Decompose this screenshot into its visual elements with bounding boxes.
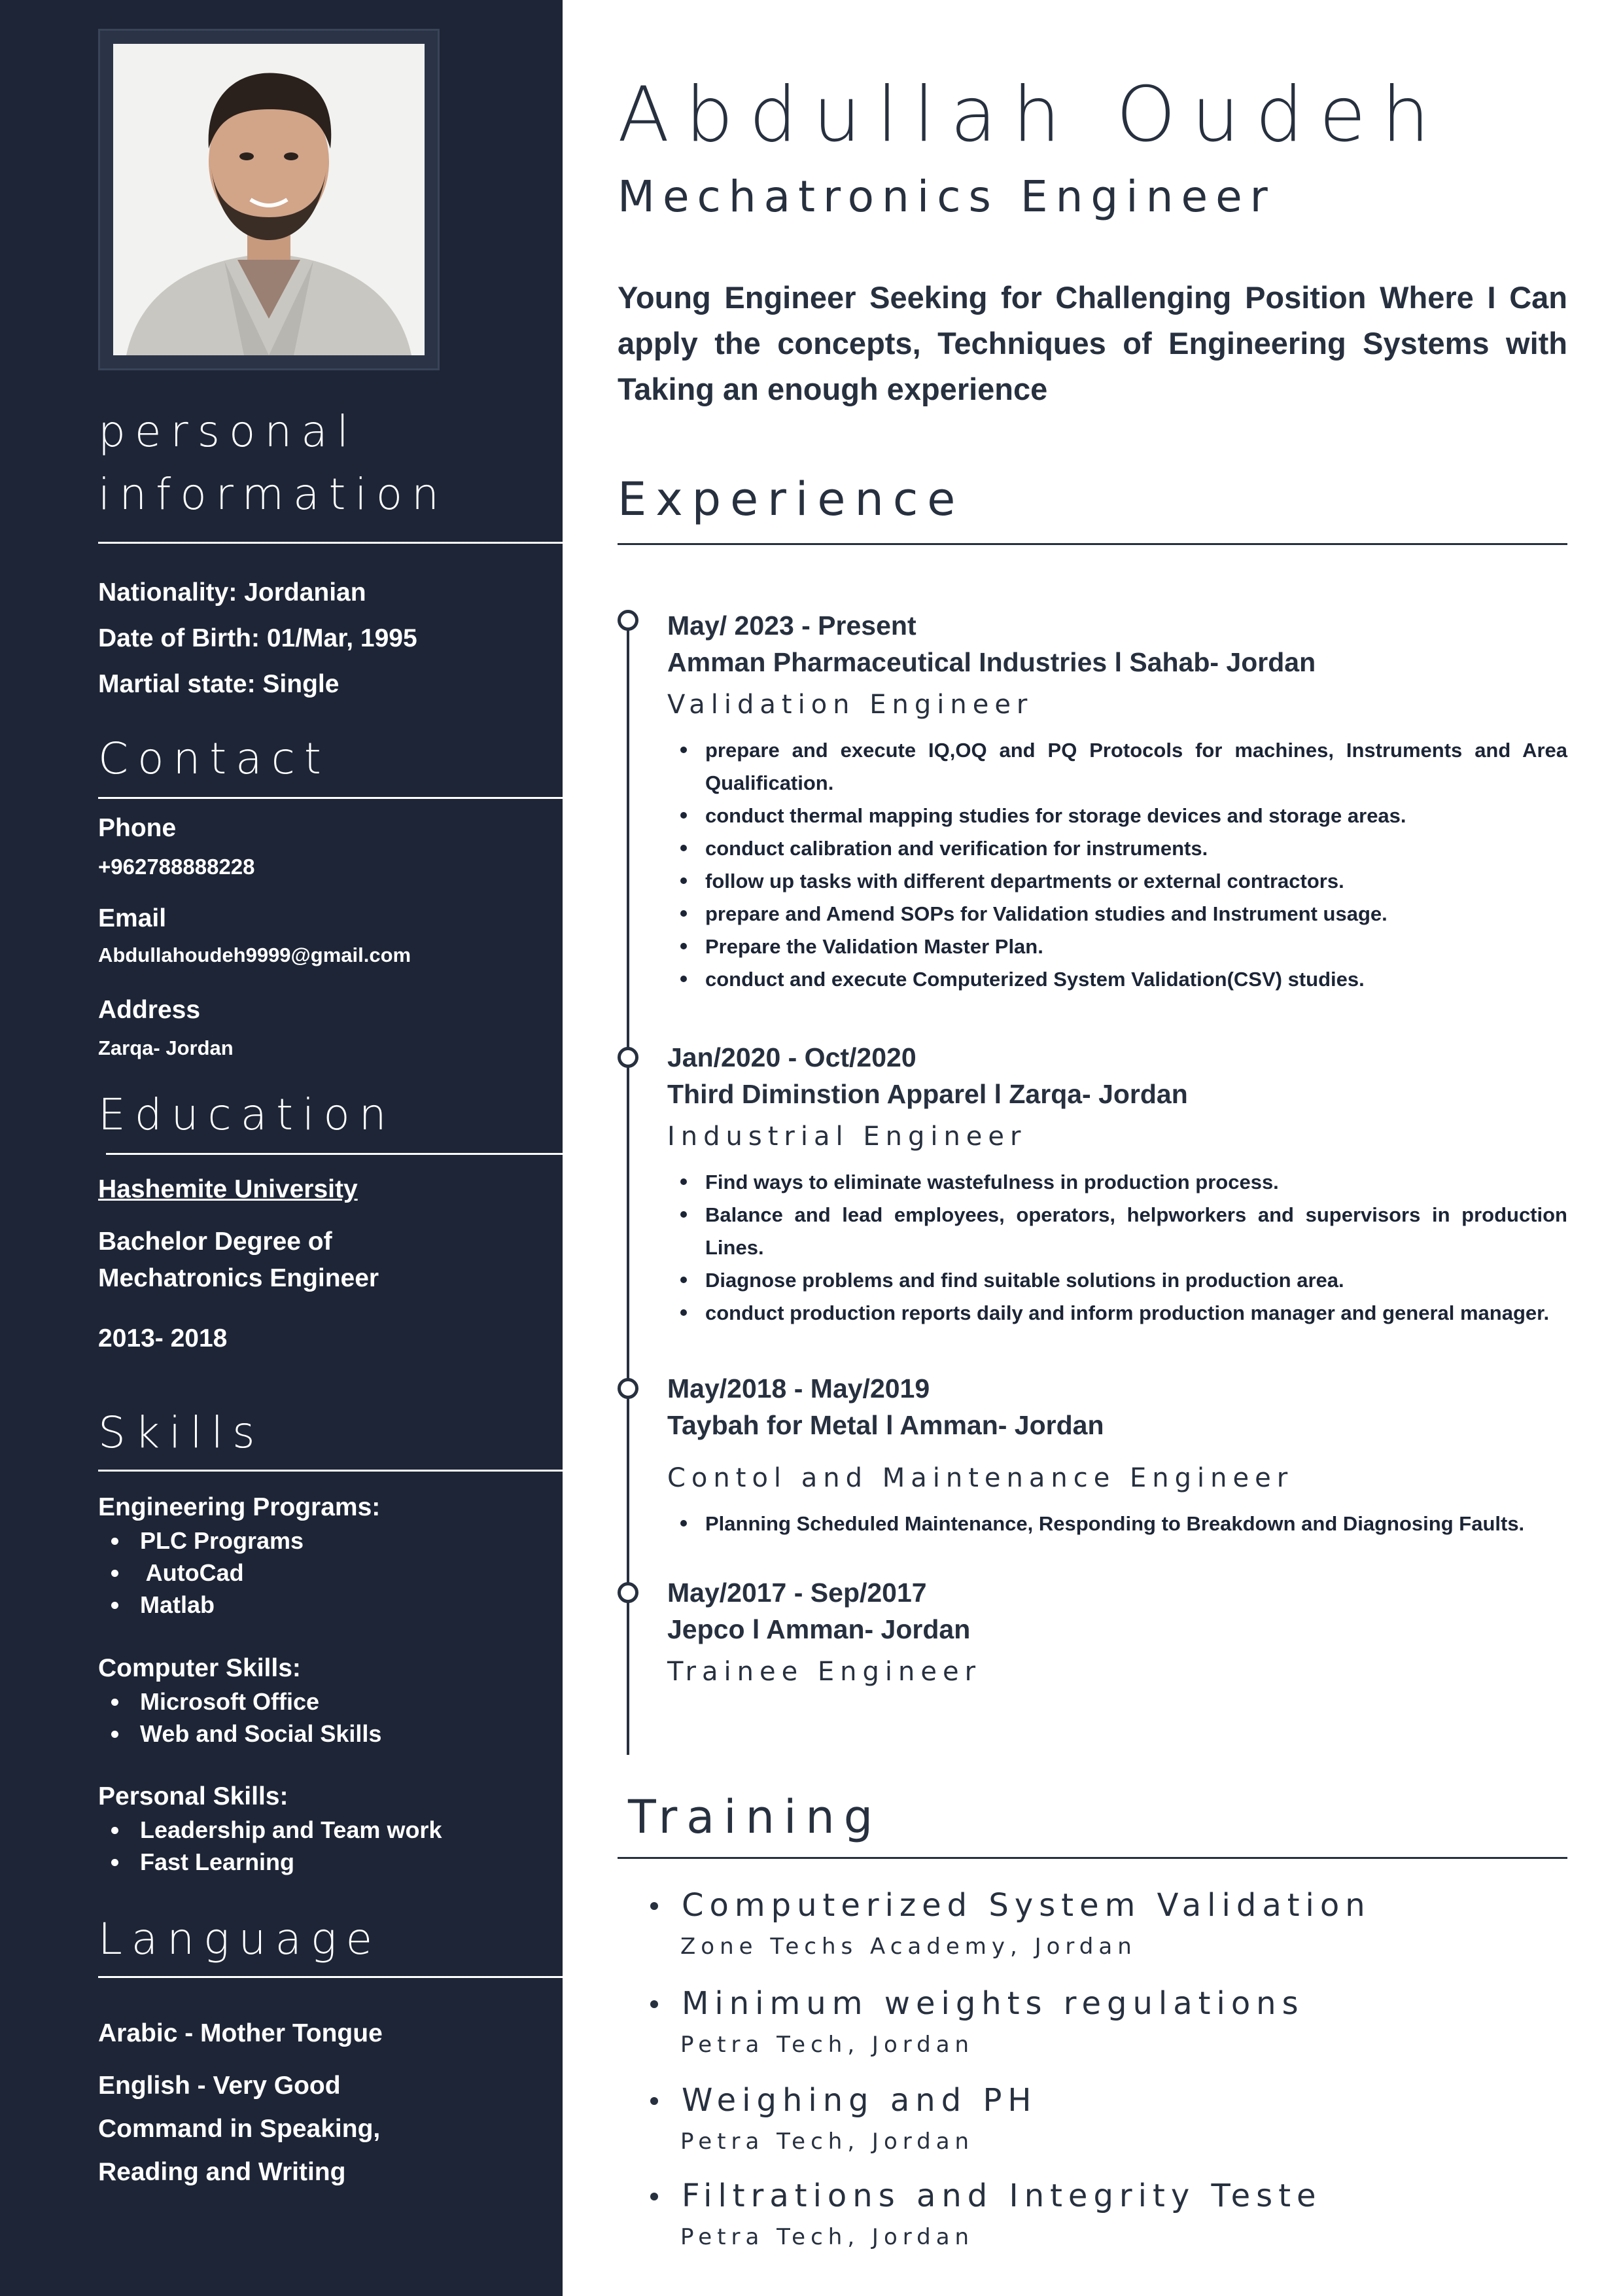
skills-heading: Skills [98,1407,264,1458]
language-english-line1: English - Very Good [98,2072,341,2100]
language-heading: Language [98,1914,382,1964]
training-heading: Training [628,1790,882,1844]
job-bullet: conduct and execute Computerized System Validation(CSV) studies. [667,963,1567,996]
timeline-dot [618,610,638,631]
skills-list [98,1525,304,1621]
profile-photo-frame [98,29,440,370]
job-role: Industrial Engineer [667,1122,1027,1152]
email-value: Abdullahoudeh9999@gmail.com [98,944,411,966]
job-bullet: Find ways to eliminate wastefulness in production process. [667,1166,1567,1199]
candidate-name: Abdullah Oudeh [618,71,1446,159]
personal-info-divider [98,542,563,544]
language-english-line3: Reading and Writing [98,2158,346,2186]
skills-group-label: Computer Skills: [98,1654,301,1682]
phone-label: Phone [98,814,177,842]
skill-item: Matlab [98,1589,304,1621]
training-place: Petra Tech, Jordan [680,2032,975,2058]
job-bullet: conduct calibration and verification for instruments. [667,832,1567,865]
experience-heading: Experience [618,472,965,526]
language-divider [98,1976,563,1978]
email-label: Email [98,904,167,932]
skill-item: Web and Social Skills [98,1718,381,1750]
experience-entry [667,1574,1567,1687]
skills-list [98,1814,442,1878]
experience-entry [667,1039,1567,1330]
job-bullet: Planning Scheduled Maintenance, Responding to Breakdown and Diagnosing Faults. [667,1508,1567,1540]
job-bullet: Diagnose problems and find suitable solutions in production area. [667,1264,1567,1297]
skills-group-label: Personal Skills: [98,1782,288,1810]
training-entry [644,1983,1566,2061]
job-company: Amman Pharmaceutical Industries l Sahab- Jordan [667,647,1316,677]
training-place: Petra Tech, Jordan [680,2224,975,2250]
phone-value: +962788888228 [98,855,255,879]
job-company: Jepco l Amman- Jordan [667,1614,971,1644]
nationality: Nationality: Jordanian [98,578,366,607]
training-title: Computerized System Validation [644,1884,1566,1926]
job-title: Mechatronics Engineer [618,171,1276,222]
training-title: Minimum weights regulations [644,1983,1566,2024]
job-role: Contol and Maintenance Engineer [667,1463,1294,1493]
language-english-line2: Command in Speaking, [98,2115,381,2143]
training-entry [644,2175,1566,2253]
university-name: Hashemite University [98,1175,358,1203]
training-entry [644,2079,1566,2158]
person-portrait-icon [113,44,425,355]
training-title: Filtrations and Integrity Teste [644,2175,1566,2217]
job-responsibilities [667,734,1567,996]
training-title: Weighing and PH [644,2079,1566,2121]
sidebar [0,0,563,2296]
job-responsibilities [667,1166,1567,1330]
job-bullet: prepare and Amend SOPs for Validation studies and Instrument usage. [667,898,1567,930]
job-bullet: prepare and execute IQ,OQ and PQ Protocols for machines, Instruments and Area Qualification. [667,734,1567,800]
contact-divider [98,797,563,799]
job-date: May/ 2023 - Present [667,610,916,641]
job-company: Third Diminstion Apparel l Zarqa- Jordan [667,1079,1188,1109]
marital-status: Martial state: Single [98,670,340,698]
training-place: Petra Tech, Jordan [680,2128,975,2155]
timeline-dot [618,1582,638,1603]
job-date: Jan/2020 - Oct/2020 [667,1042,916,1072]
education-divider [106,1153,563,1155]
timeline-dot [618,1378,638,1399]
skills-list [98,1686,381,1750]
personal-info-heading-line1: personal [98,406,358,457]
timeline-dot [618,1047,638,1068]
experience-entry [667,607,1567,996]
job-date: May/2018 - May/2019 [667,1373,930,1404]
training-place: Zone Techs Academy, Jordan [680,1934,1137,1960]
skill-item: Leadership and Team work [98,1814,442,1846]
contact-heading: Contact [98,733,330,784]
skill-item: PLC Programs [98,1525,304,1557]
language-arabic: Arabic - Mother Tongue [98,2019,383,2047]
job-bullet: Balance and lead employees, operators, helpworkers and supervisors in production Lines. [667,1199,1567,1264]
job-bullet: conduct thermal mapping studies for storage devices and storage areas. [667,800,1567,832]
job-bullet: conduct production reports daily and inform production manager and general manager. [667,1297,1567,1330]
degree-line1: Bachelor Degree of [98,1227,332,1256]
skills-divider [98,1470,563,1472]
skills-group-label: Engineering Programs: [98,1493,381,1521]
date-of-birth: Date of Birth: 01/Mar, 1995 [98,624,417,652]
job-company: Taybah for Metal l Amman- Jordan [667,1410,1104,1440]
skill-item: Microsoft Office [98,1686,381,1718]
job-responsibilities [667,1508,1567,1540]
degree-line2: Mechatronics Engineer [98,1264,379,1292]
training-entry [644,1884,1566,1963]
training-divider [618,1857,1567,1859]
job-bullet: Prepare the Validation Master Plan. [667,930,1567,963]
job-bullet: follow up tasks with different departments or external contractors. [667,865,1567,898]
address-value: Zarqa- Jordan [98,1036,234,1059]
experience-entry [667,1370,1567,1540]
skill-item: Fast Learning [98,1846,442,1878]
skill-item: AutoCad [98,1557,304,1589]
job-role: Validation Engineer [667,690,1034,720]
education-heading: Education [98,1089,396,1140]
experience-divider [618,543,1567,545]
summary: Young Engineer Seeking for Challenging Position Where I Can apply the concepts, Techniques of Engineering Systems with Taking an enough experience [618,280,1567,406]
profile-photo [113,44,425,355]
job-role: Trainee Engineer [667,1657,982,1687]
education-years: 2013- 2018 [98,1324,228,1352]
address-label: Address [98,996,201,1024]
job-date: May/2017 - Sep/2017 [667,1578,927,1608]
personal-info-heading-line2: information [98,469,448,520]
